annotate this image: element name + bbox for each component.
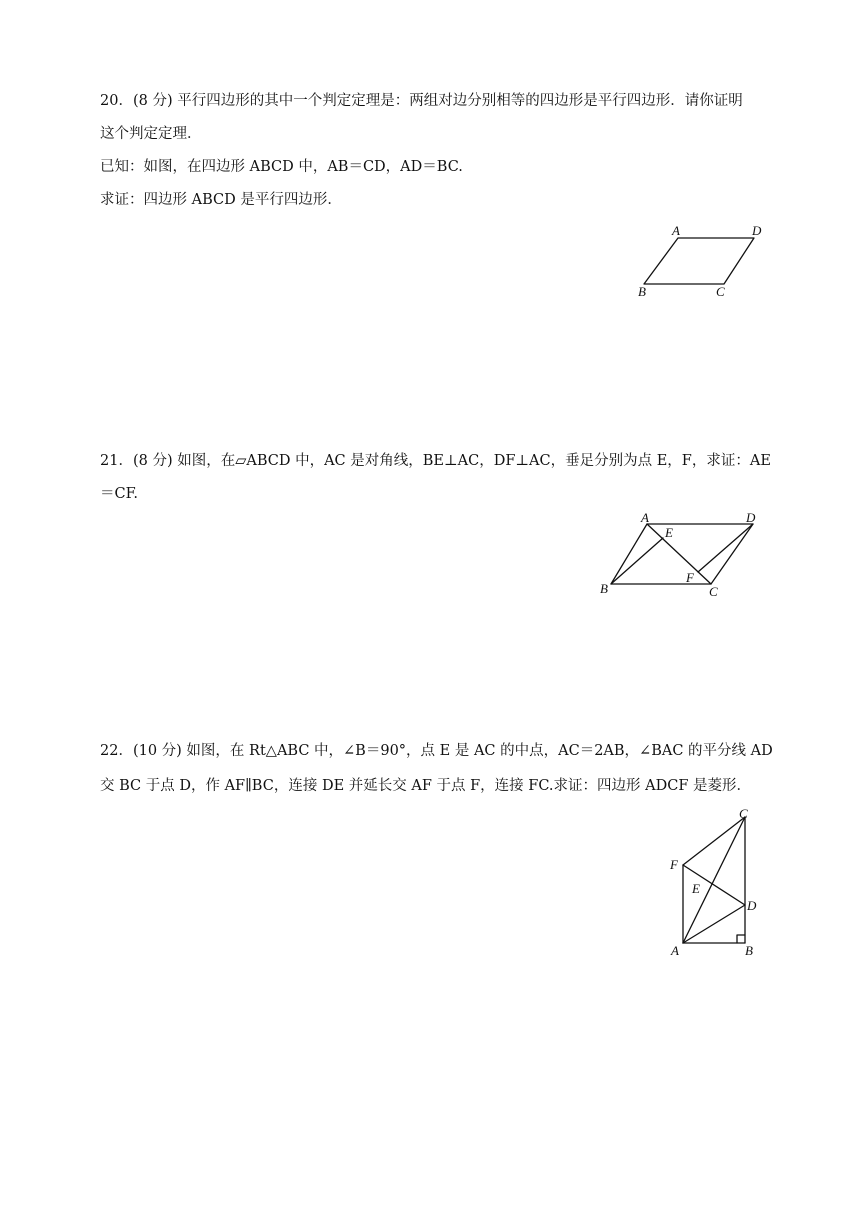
q22-rhombus-figure bbox=[665, 803, 775, 963]
q21-point-b: B bbox=[600, 581, 608, 596]
q22-line2: 交 BC 于点 D，作 AF∥BC，连接 DE 并延长交 AF 于点 F，连接 FC.求证：四边形 ADCF 是菱形． bbox=[100, 778, 752, 794]
q22-line1: 22．(10 分) 如图，在 Rt△ABC 中，∠B＝90°，点 E 是 AC 的中点，AC＝2AB，∠BAC 的平分线 AD bbox=[100, 743, 773, 759]
q20-prove: 求证：四边形 ABCD 是平行四边形． bbox=[100, 192, 342, 208]
q20-parallelogram-abcd bbox=[644, 238, 754, 284]
q20-line1: 20．(8 分) 平行四边形的其中一个判定定理是：两组对边分别相等的四边形是平行四边形．请你证明 bbox=[100, 93, 743, 109]
q21-line2: ＝CF. bbox=[100, 486, 139, 502]
q20-point-b: B bbox=[638, 284, 646, 299]
q20-known: 已知：如图，在四边形 ABCD 中，AB＝CD，AD＝BC. bbox=[100, 159, 463, 175]
q21-point-d: D bbox=[746, 510, 756, 525]
q21-segment-df bbox=[698, 524, 753, 572]
q22-point-f: F bbox=[670, 857, 678, 872]
q20-point-a: A bbox=[672, 223, 680, 238]
q21-point-c: C bbox=[709, 584, 718, 599]
q21-parallelogram-figure bbox=[595, 510, 765, 600]
q21-parallelogram-abcd bbox=[611, 524, 753, 584]
q22-point-b: B bbox=[745, 943, 753, 958]
q20-point-d: D bbox=[752, 223, 762, 238]
q20-point-c: C bbox=[716, 284, 725, 299]
q22-point-a: A bbox=[671, 943, 679, 958]
q21-point-f: F bbox=[686, 570, 694, 585]
q22-point-c: C bbox=[739, 806, 748, 821]
q21-line1: 21．(8 分) 如图，在▱ABCD 中，AC 是对角线，BE⊥AC，DF⊥AC，垂足分别为点 E，F，求证：AE bbox=[100, 453, 771, 469]
q22-right-angle-mark bbox=[737, 935, 745, 943]
q22-segment-fc bbox=[683, 817, 745, 865]
q22-point-e: E bbox=[692, 881, 700, 896]
q22-point-d: D bbox=[747, 898, 757, 913]
q21-diagonal-ac bbox=[647, 524, 711, 584]
q21-point-a: A bbox=[641, 510, 649, 525]
q21-segment-be bbox=[611, 538, 663, 584]
q20-line2: 这个判定定理． bbox=[100, 126, 202, 142]
q20-parallelogram-figure bbox=[630, 222, 770, 302]
q21-point-e: E bbox=[665, 525, 673, 540]
